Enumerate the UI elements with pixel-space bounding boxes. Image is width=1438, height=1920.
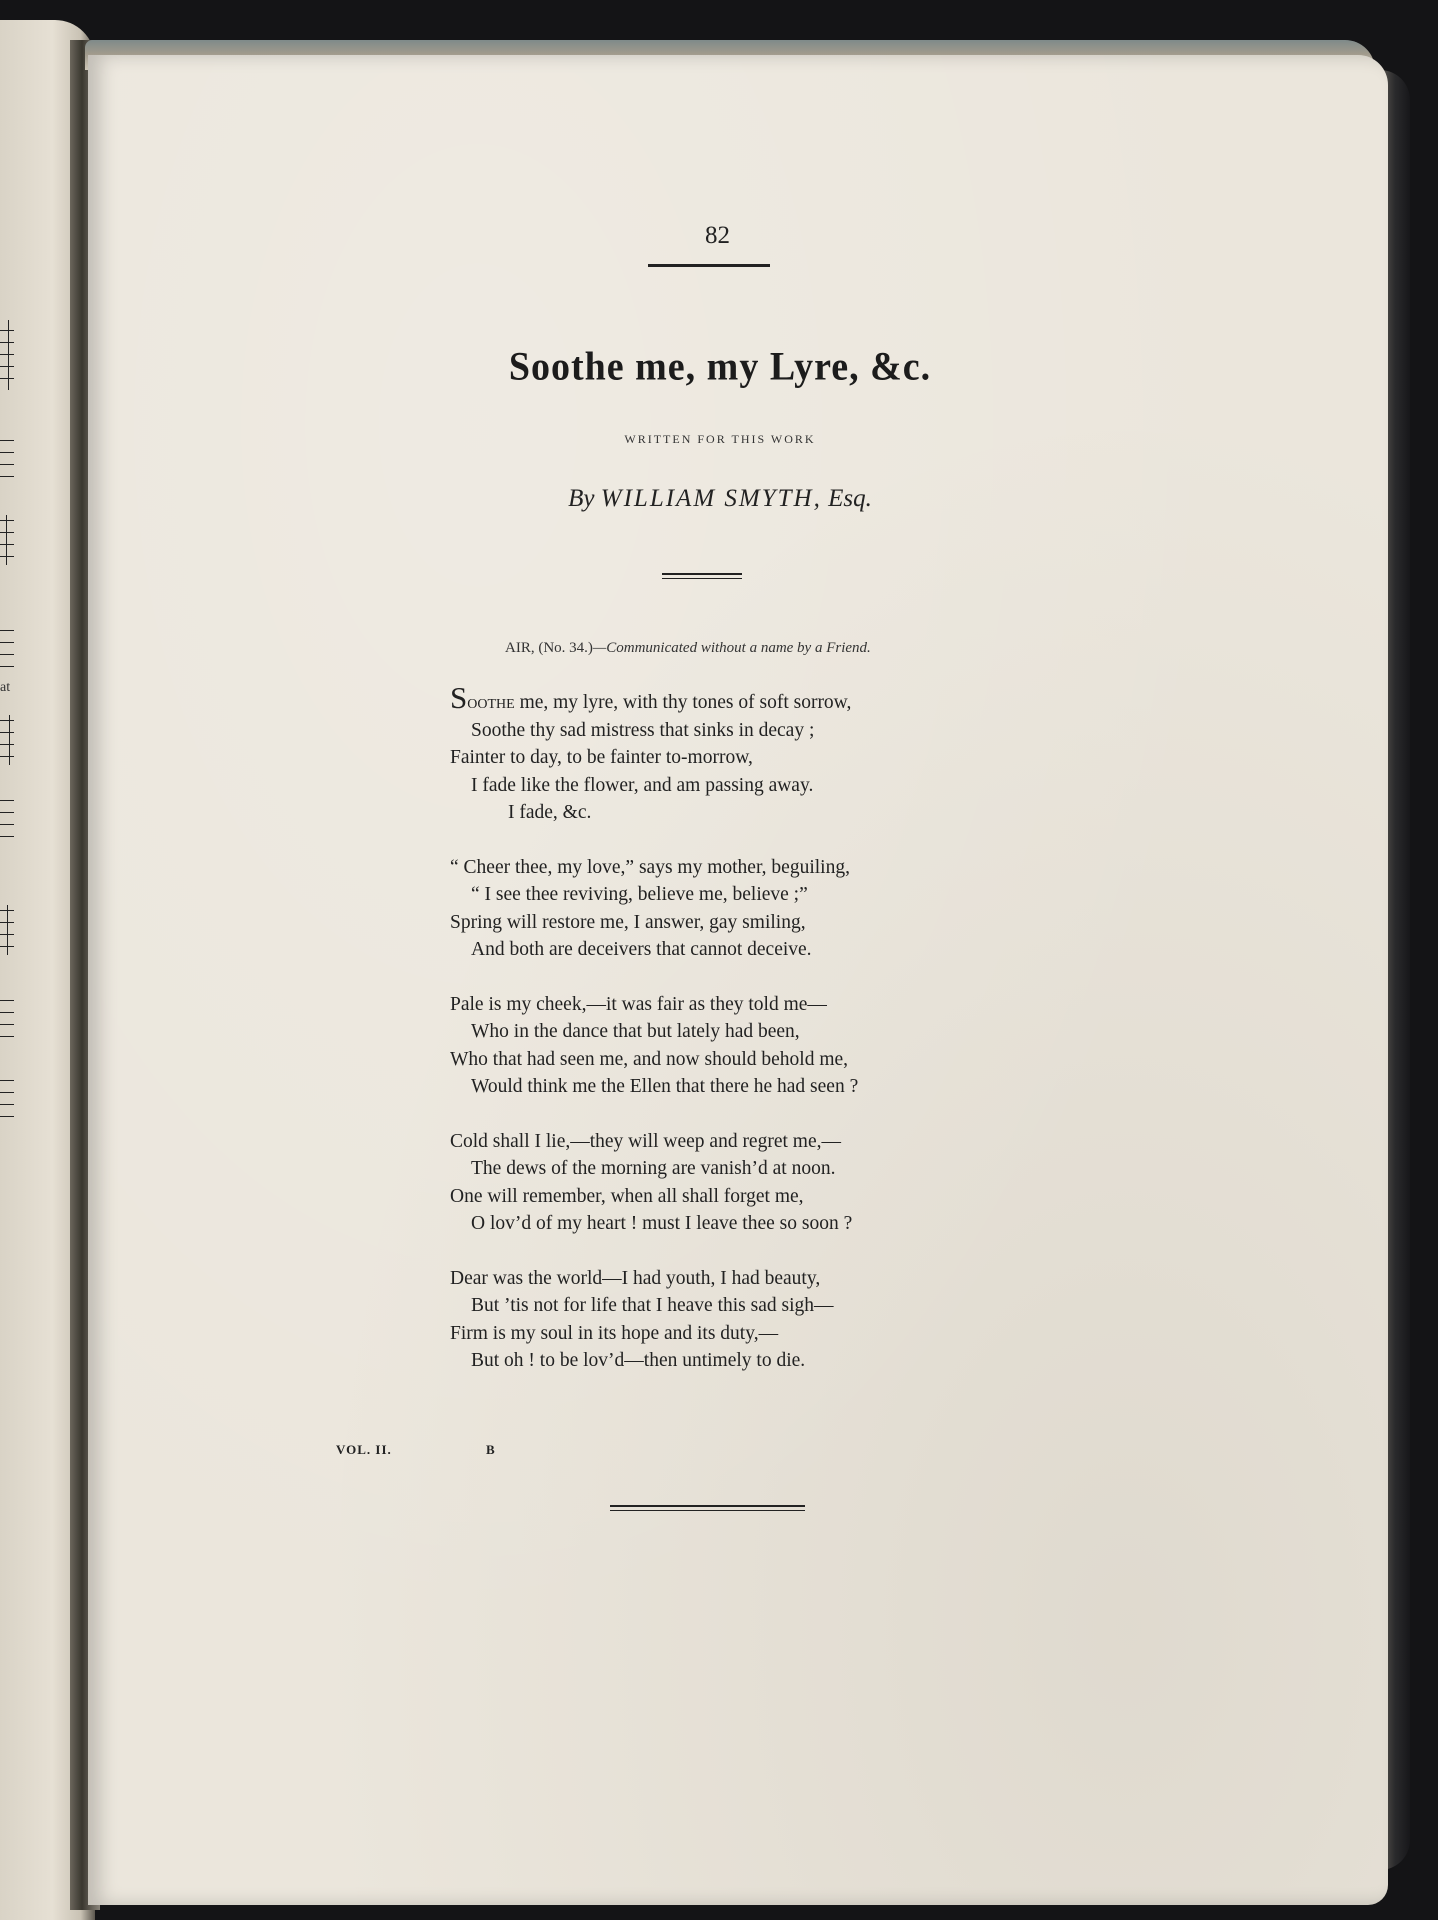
volume-mark: VOL. II.: [336, 1442, 392, 1457]
staff-line: [0, 1116, 14, 1117]
poem-line: Firm is my soul in its hope and its duty,—: [450, 1322, 779, 1344]
stanza: [450, 991, 1010, 1101]
staff-line: [0, 756, 14, 757]
bar-line: [7, 905, 8, 955]
staff-line: [0, 378, 14, 379]
page-number-rule: [648, 264, 770, 267]
bar-line: [9, 715, 10, 765]
bottom-rule: [610, 1505, 805, 1507]
poem-line: “ I see thee reviving, believe me, believe ;”: [471, 884, 808, 905]
poem-text: [450, 680, 1010, 1402]
staff-line: [0, 1012, 14, 1013]
page-number: 82: [705, 222, 730, 249]
staff-line: [0, 666, 14, 667]
bar-line: [6, 515, 7, 565]
poem-line: Fainter to day, to be fainter to-morrow,: [450, 747, 753, 768]
staff-line: [0, 544, 14, 545]
staff-line: [0, 630, 14, 631]
staff-line: [0, 732, 14, 733]
poem-line: I fade like the flower, and am passing away.: [471, 774, 814, 796]
stanza: [450, 1128, 1010, 1238]
poem-line: Spring will restore me, I answer, gay smiling,: [450, 911, 806, 933]
poem-line: But ’tis not for life that I heave this sad sigh—: [471, 1295, 834, 1316]
bottom-rule-thin: [610, 1510, 805, 1511]
poem-line: But oh ! to be lov’d—then untimely to die.: [471, 1350, 806, 1371]
poem-line: Soothe me, my lyre, with thy tones of soft sorrow,: [450, 680, 852, 715]
staff-line: [0, 366, 14, 367]
poem-line: O lov’d of my heart ! must I leave thee so soon ?: [471, 1213, 853, 1234]
staff-line: [0, 800, 14, 801]
poem-line: The dews of the morning are vanish’d at noon.: [471, 1158, 836, 1179]
staff-line: [0, 520, 14, 521]
air-note: [505, 640, 905, 657]
song-subtitle: WRITTEN FOR THIS WORK: [624, 432, 816, 446]
poem-line: Cold shall I lie,—they will weep and regret me,—: [450, 1130, 841, 1152]
staff-line: [0, 654, 14, 655]
staff-line: [0, 532, 14, 533]
poem-line: Would think me the Ellen that there he had seen ?: [471, 1076, 859, 1097]
poem-line: Who that had seen me, and now should behold me,: [450, 1048, 849, 1070]
byline-suffix: Esq.: [828, 485, 872, 512]
air-label: AIR, (No. 34.): [505, 640, 593, 656]
air-source-note: —Communicated without a name by a Friend.: [592, 640, 871, 656]
staff-line: [0, 642, 14, 643]
divider-rule-thin: [662, 578, 742, 579]
stanza: [450, 854, 1010, 964]
staff-line: [0, 836, 14, 837]
staff-line: [0, 1000, 14, 1001]
staff-line: [0, 330, 14, 331]
stanza: [450, 1265, 1010, 1375]
byline-prefix: By: [568, 485, 595, 512]
staff-line: [0, 464, 14, 465]
staff-line: [0, 1024, 14, 1025]
staff-line: [0, 1080, 14, 1081]
poem-line: “ Cheer thee, my love,” says my mother, beguiling,: [450, 856, 850, 878]
staff-line: [0, 1092, 14, 1093]
poem-line: I fade, &c.: [508, 802, 592, 823]
staff-line: [0, 744, 14, 745]
staff-line: [0, 440, 14, 441]
author-byline: [420, 485, 1020, 513]
staff-line: [0, 1036, 14, 1037]
staff-line: [0, 1104, 14, 1105]
staff-line: [0, 452, 14, 453]
staff-line: [0, 720, 14, 721]
staff-line: [0, 354, 14, 355]
staff-line: [0, 556, 14, 557]
staff-line: [0, 812, 14, 813]
poem-line: Pale is my cheek,—it was fair as they told me—: [450, 993, 827, 1015]
staff-line: [0, 476, 14, 477]
divider-rule: [662, 573, 742, 575]
left-page-text-fragment: at: [0, 680, 11, 695]
poem-line: Dear was the world—I had youth, I had beauty,: [450, 1267, 821, 1289]
bar-line: [8, 320, 9, 390]
poem-line: Who in the dance that but lately had been,: [471, 1021, 800, 1042]
song-title: Soothe me, my Lyre, &c.: [508, 344, 932, 390]
poem-line: And both are deceivers that cannot deceive.: [471, 939, 812, 960]
signature-mark: B: [486, 1442, 495, 1457]
staff-line: [0, 824, 14, 825]
poem-line: Soothe thy sad mistress that sinks in decay ;: [471, 719, 815, 741]
stanza: [450, 680, 1010, 827]
author-name: WILLIAM SMYTH,: [600, 485, 822, 512]
staff-line: [0, 342, 14, 343]
poem-line: One will remember, when all shall forget me,: [450, 1185, 804, 1207]
